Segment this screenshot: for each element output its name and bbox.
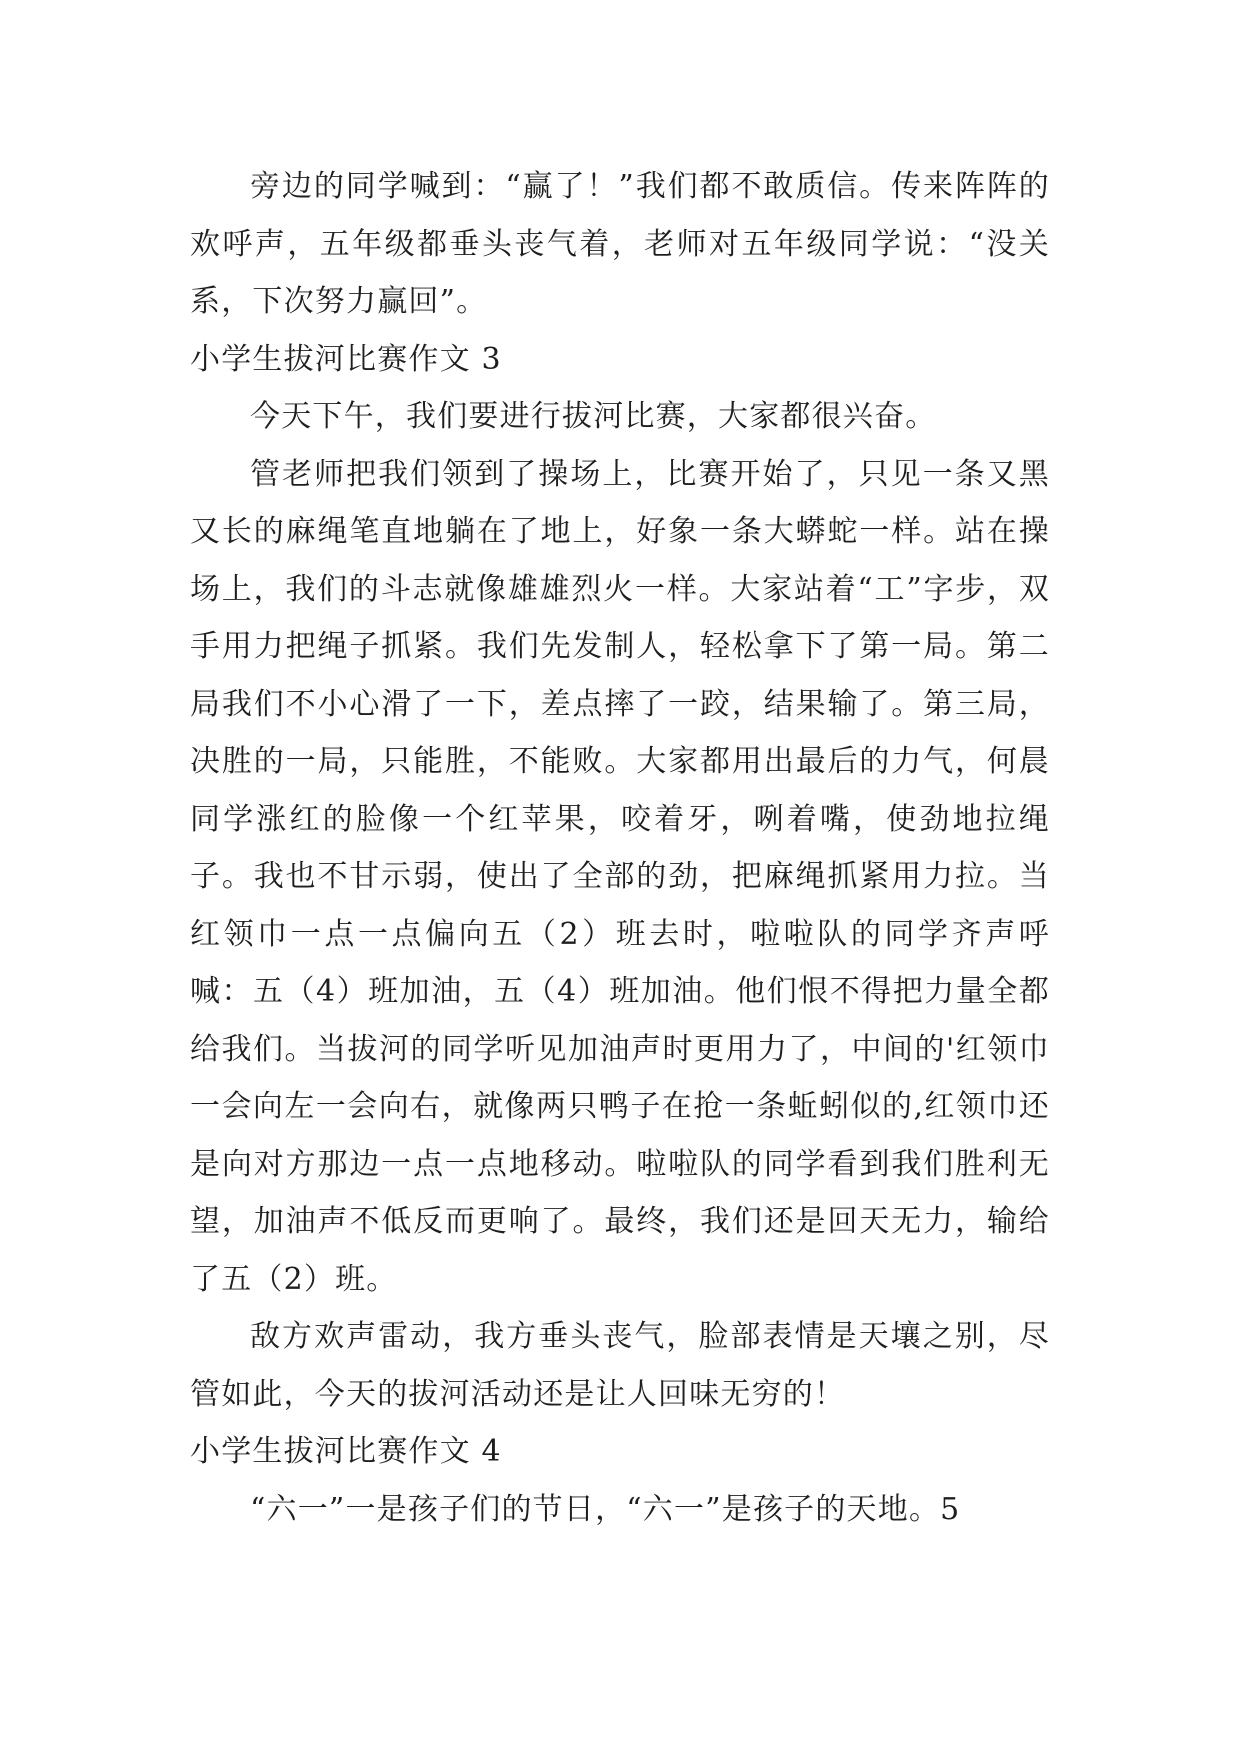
- section-heading: 小学生拔河比赛作文 4: [190, 1434, 502, 1469]
- section-heading: 小学生拔河比赛作文 3: [190, 341, 502, 377]
- document-body: [190, 158, 1050, 1538]
- paragraph: “六一”一是孩子们的节日，“六一”是孩子的天地。5: [250, 1491, 961, 1527]
- paragraph: 旁边的同学喊到：“赢了！”我们都不敢质信。传来阵阵的欢呼声，五年级都垂头丧气着，老师对五年级同学说：“没关系，下次努力赢回”。: [190, 169, 1050, 319]
- paragraph: 今天下午，我们要进行拔河比赛，大家都很兴奋。: [250, 399, 937, 434]
- paragraph: 管老师把我们领到了操场上，比赛开始了，只见一条又黑又长的麻绳笔直地躺在了地上，好象一条大蟒蛇一样。站在操场上，我们的斗志就像雄雄烈火一样。大家站着“工”字步，双手用力把绳子抓紧。我们先发制人，轻松拿下了第一局。第二局我们不小心滑了一下，差点摔了一跤，结果输了。第三局，决胜的一局，只能胜，不能败。大家都用出最后的力气，何晨同学涨红的脸像一个红苹果，咬着牙，咧着嘴，使劲地拉绳子。我也不甘示弱，使出了全部的劲，把麻绳抓紧用力拉。当红领巾一点一点偏向五（2）班去时，啦啦队的同学齐声呼喊：五（4）班加油，五（4）班加油。他们恨不得把力量全都给我们。当拔河的同学听见加油声时更用力了，中间的'红领巾一会向左一会向右，就像两只鸭子在抢一条蚯蚓似的,红领巾还是向对方那边一点一点地移动。啦啦队的同学看到我们胜利无望，加油声不低反而更响了。最终，我们还是回天无力，输给了五（2）班。: [190, 456, 1050, 1297]
- paragraph: 敌方欢声雷动，我方垂头丧气，脸部表情是天壤之别，尽管如此，今天的拔河活动还是让人回味无穷的！: [190, 1319, 1050, 1412]
